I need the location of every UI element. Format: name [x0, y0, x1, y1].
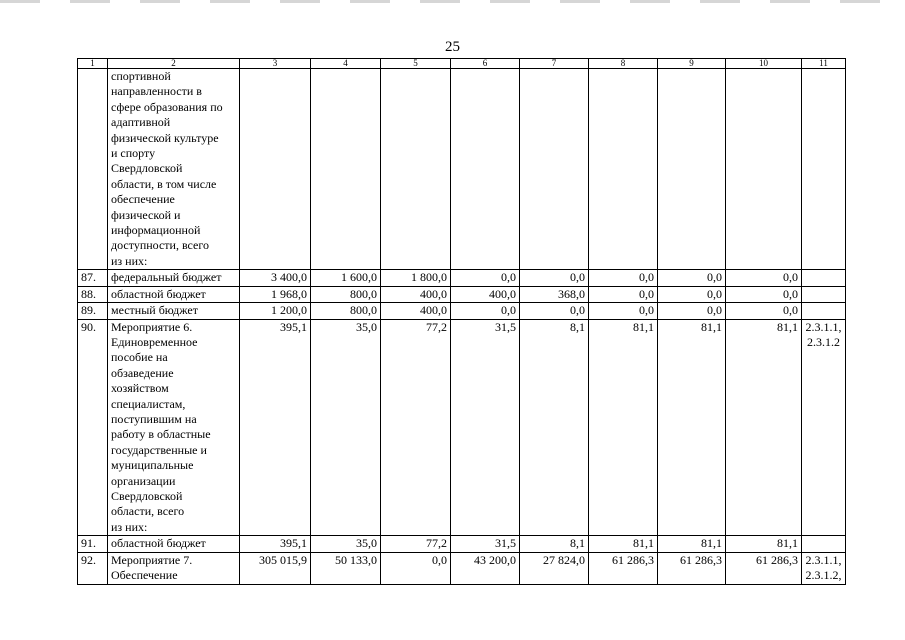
column-number: 11	[802, 59, 846, 69]
amount-cell: 81,1	[658, 319, 726, 536]
amount-cell: 800,0	[311, 286, 381, 302]
row-name: федеральный бюджет	[108, 270, 240, 286]
target-code	[802, 69, 846, 270]
column-number: 10	[726, 59, 802, 69]
amount-cell: 77,2	[381, 319, 451, 536]
table-row	[78, 552, 846, 584]
amount-cell: 35,0	[311, 536, 381, 552]
row-number: 87.	[78, 270, 108, 286]
column-number: 4	[311, 59, 381, 69]
table-row	[78, 286, 846, 302]
amount-cell: 77,2	[381, 536, 451, 552]
row-name: местный бюджет	[108, 303, 240, 319]
column-number: 6	[451, 59, 520, 69]
amount-cell: 8,1	[520, 536, 589, 552]
amount-cell: 0,0	[589, 270, 658, 286]
amount-cell: 1 600,0	[311, 270, 381, 286]
target-code	[802, 536, 846, 552]
amount-cell: 81,1	[726, 319, 802, 536]
column-number: 7	[520, 59, 589, 69]
row-name: Мероприятие 7. Обеспечение	[108, 552, 240, 584]
page-number: 25	[445, 39, 460, 55]
row-number: 89.	[78, 303, 108, 319]
amount-cell	[589, 69, 658, 270]
amount-cell: 81,1	[726, 536, 802, 552]
column-number: 2	[108, 59, 240, 69]
amount-cell: 800,0	[311, 303, 381, 319]
amount-cell: 395,1	[240, 319, 311, 536]
amount-cell: 0,0	[520, 270, 589, 286]
amount-cell: 61 286,3	[726, 552, 802, 584]
amount-cell: 400,0	[381, 286, 451, 302]
amount-cell	[658, 69, 726, 270]
amount-cell: 0,0	[589, 286, 658, 302]
amount-cell: 0,0	[589, 303, 658, 319]
amount-cell	[381, 69, 451, 270]
amount-cell	[726, 69, 802, 270]
table-row	[78, 536, 846, 552]
row-name: областной бюджет	[108, 536, 240, 552]
amount-cell: 50 133,0	[311, 552, 381, 584]
amount-cell: 81,1	[589, 319, 658, 536]
amount-cell: 35,0	[311, 319, 381, 536]
amount-cell: 0,0	[658, 286, 726, 302]
row-name: областной бюджет	[108, 286, 240, 302]
amount-cell: 0,0	[451, 270, 520, 286]
row-number: 91.	[78, 536, 108, 552]
table-row	[78, 69, 846, 270]
amount-cell: 31,5	[451, 319, 520, 536]
amount-cell: 1 200,0	[240, 303, 311, 319]
amount-cell	[311, 69, 381, 270]
amount-cell: 31,5	[451, 536, 520, 552]
target-code	[802, 286, 846, 302]
table-body	[78, 59, 846, 585]
amount-cell: 395,1	[240, 536, 311, 552]
column-number: 1	[78, 59, 108, 69]
amount-cell: 8,1	[520, 319, 589, 536]
amount-cell: 0,0	[658, 270, 726, 286]
amount-cell: 0,0	[520, 303, 589, 319]
amount-cell: 43 200,0	[451, 552, 520, 584]
amount-cell	[451, 69, 520, 270]
amount-cell: 0,0	[451, 303, 520, 319]
amount-cell: 368,0	[520, 286, 589, 302]
amount-cell: 0,0	[381, 552, 451, 584]
target-code: 2.3.1.1, 2.3.1.2	[802, 319, 846, 536]
amount-cell: 81,1	[589, 536, 658, 552]
amount-cell: 27 824,0	[520, 552, 589, 584]
budget-table	[77, 58, 846, 585]
amount-cell: 0,0	[726, 270, 802, 286]
table-row	[78, 303, 846, 319]
amount-cell: 305 015,9	[240, 552, 311, 584]
amount-cell: 61 286,3	[658, 552, 726, 584]
row-number: 88.	[78, 286, 108, 302]
amount-cell: 3 400,0	[240, 270, 311, 286]
row-number	[78, 69, 108, 270]
column-number-row	[78, 59, 846, 69]
amount-cell: 0,0	[726, 303, 802, 319]
table-row	[78, 270, 846, 286]
table-row	[78, 319, 846, 536]
column-number: 9	[658, 59, 726, 69]
amount-cell	[240, 69, 311, 270]
amount-cell: 0,0	[658, 303, 726, 319]
amount-cell: 1 968,0	[240, 286, 311, 302]
amount-cell: 400,0	[451, 286, 520, 302]
amount-cell	[520, 69, 589, 270]
scan-edge-artifact	[0, 0, 905, 3]
column-number: 5	[381, 59, 451, 69]
amount-cell: 81,1	[658, 536, 726, 552]
amount-cell: 1 800,0	[381, 270, 451, 286]
row-number: 92.	[78, 552, 108, 584]
amount-cell: 0,0	[726, 286, 802, 302]
row-name: Мероприятие 6. Единовременное пособие на обзаведение хозяйством специалистам, поступившим на работу в областные государственные и муниципальные организации Свердловской области, всего из них:	[108, 319, 240, 536]
amount-cell: 400,0	[381, 303, 451, 319]
target-code	[802, 270, 846, 286]
target-code	[802, 303, 846, 319]
amount-cell: 61 286,3	[589, 552, 658, 584]
column-number: 3	[240, 59, 311, 69]
row-number: 90.	[78, 319, 108, 536]
row-name: спортивной направленности в сфере образования по адаптивной физической культуре и спорту Свердловской области, в том числе обеспечение физической и информационной доступности, всего из них:	[108, 69, 240, 270]
column-number: 8	[589, 59, 658, 69]
target-code: 2.3.1.1, 2.3.1.2,	[802, 552, 846, 584]
